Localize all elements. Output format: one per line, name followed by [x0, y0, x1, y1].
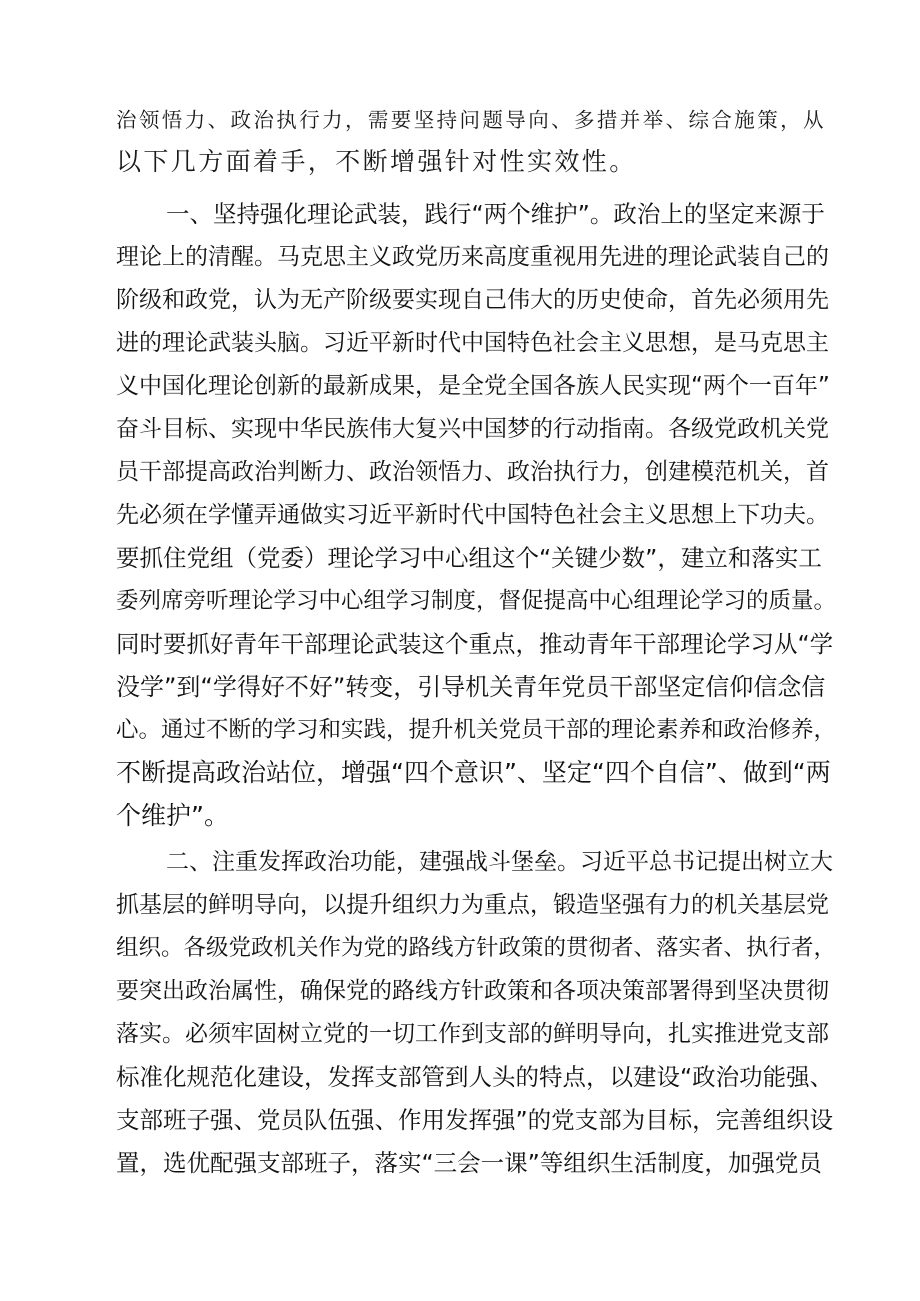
text-line: 义中国化理论创新的最新成果，是全党全国各族人民实现“两个一百年” — [116, 373, 830, 399]
text-line: 抓基层的鲜明导向，以提升组织力为重点，锻造坚强有力的机关基层党 — [116, 892, 829, 918]
text-line: 支部班子强、党员队伍强、作用发挥强”的党支部为目标，完善组织设 — [116, 1106, 834, 1134]
text-line: 落实。必须牢固树立党的一切工作到支部的鲜明导向，扎实推进党支部 — [116, 1021, 829, 1047]
text-line: 不断提高政治站位，增强“四个意识”、坚定“四个自信”、做到“两 — [116, 758, 831, 787]
text-line: 同时要抓好青年干部理论武装这个重点，推动青年干部理论学习从“学 — [116, 630, 834, 658]
text-line: 理论上的清醒。马克思主义政党历来高度重视用先进的理论武装自己的 — [116, 244, 829, 270]
text-line: 标准化规范化建设，发挥支部管到人头的特点，以建设“政治功能强、 — [116, 1063, 834, 1091]
text-line: 治领悟力、政治执行力，需要坚持问题导向、多措并举、综合施策，从 — [116, 108, 826, 132]
text-line: 奋斗目标、实现中华民族伟大复兴中国梦的行动指南。各级党政机关党 — [116, 416, 829, 442]
section-heading-line: 一、坚持强化理论武装，践行“两个维护”。政治上的坚定来源于 — [166, 200, 825, 228]
text-line: 委列席旁听理论学习中心组学习制度，督促提高中心组理论学习的质量。 — [116, 588, 836, 614]
text-line: 员干部提高政治判断力、政治领悟力、政治执行力，创建模范机关，首 — [116, 459, 829, 485]
text-line: 阶级和政党，认为无产阶级要实现自己伟大的历史使命，首先必须用先 — [116, 287, 829, 313]
text-line: 组织。各级党政机关作为党的路线方针政策的贯彻者、落实者、执行者， — [116, 935, 836, 961]
section-heading-line: 二、注重发挥政治功能，建强战斗堡垒。习近平总书记提出树立大 — [166, 849, 833, 875]
text-line: 心。通过不断的学习和实践，提升机关党员干部的理论素养和政治修养， — [116, 717, 836, 743]
text-line: 个维护”。 — [116, 801, 229, 830]
text-line: 置，选优配强支部班子，落实“三会一课”等组织生活制度，加强党员 — [116, 1149, 822, 1177]
text-line: 先必须在学懂弄通做实习近平新时代中国特色社会主义思想上下功夫。 — [116, 502, 829, 528]
text-line: 要突出政治属性，确保党的路线方针政策和各项决策部署得到坚决贯彻 — [116, 978, 829, 1004]
text-line: 要抓住党组（党委）理论学习中心组这个“关键少数”，建立和落实工 — [116, 544, 822, 572]
text-line: 没学”到“学得好不好”转变，引导机关青年党员干部坚定信仰信念信 — [116, 673, 826, 701]
text-line: 进的理论武装头脑。习近平新时代中国特色社会主义思想，是马克思主 — [116, 330, 829, 356]
text-line: 以下几方面着手，不断增强针对性实效性。 — [116, 147, 637, 176]
